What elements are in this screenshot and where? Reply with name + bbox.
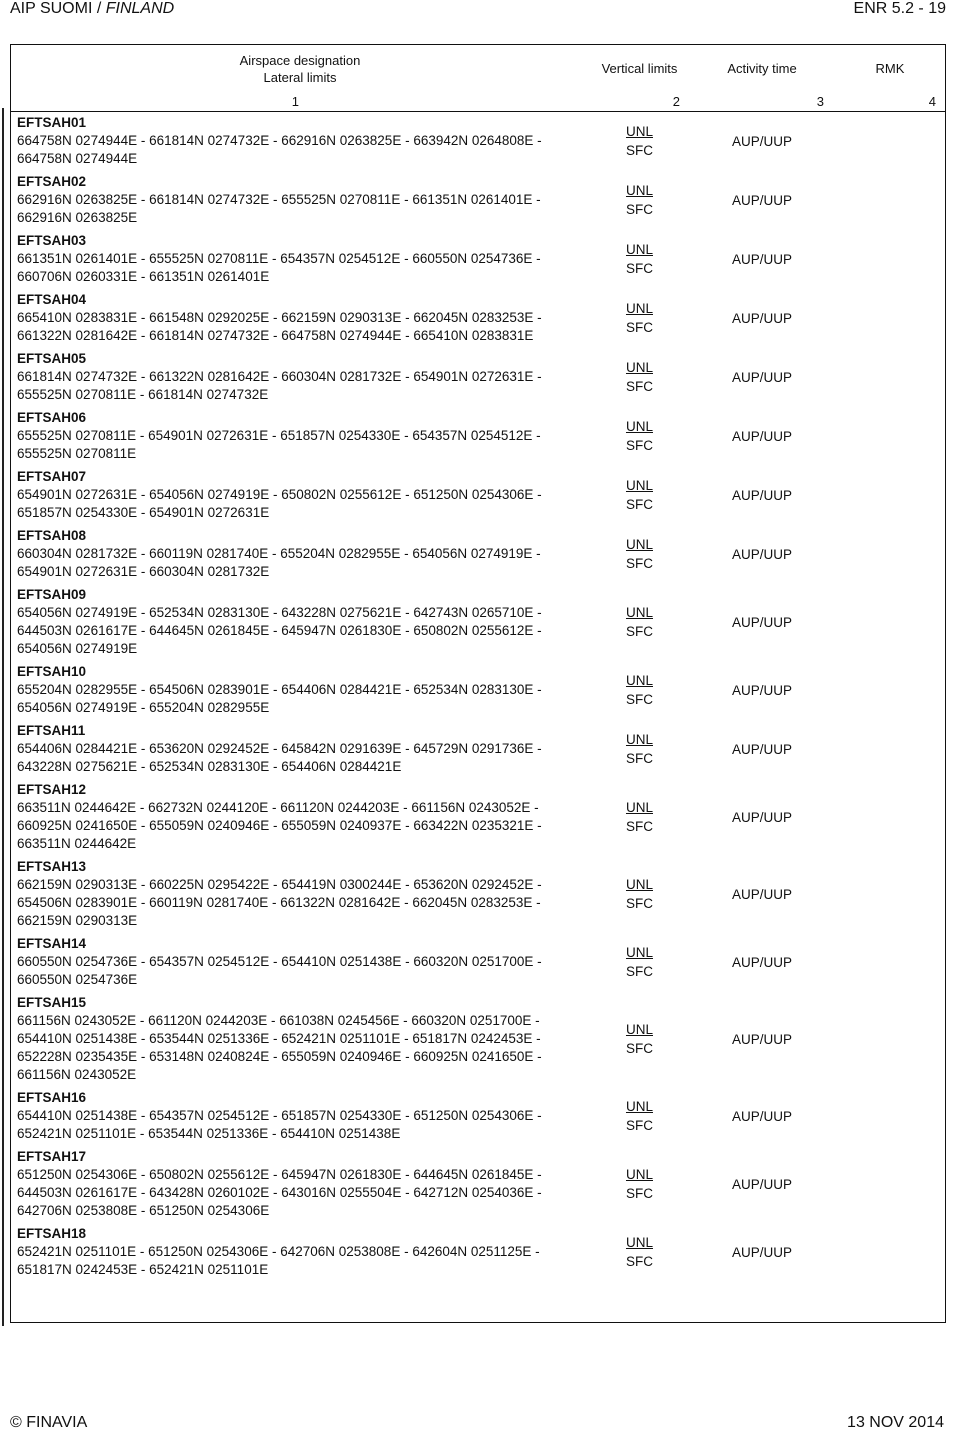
lateral-limits-cell <box>11 112 589 172</box>
activity-time-cell: AUP/UUP <box>731 1031 792 1047</box>
vertical-limits-cell <box>589 933 690 992</box>
lower-limit: SFC <box>626 438 653 453</box>
upper-limit: UNL <box>625 1235 653 1250</box>
table-row <box>11 348 946 407</box>
lateral-limits-cell <box>11 289 589 348</box>
upper-limit: UNL <box>625 124 653 139</box>
page-header-left <box>10 0 174 18</box>
country-name: FINLAND <box>105 0 175 17</box>
amendment-change-bar <box>2 108 4 1326</box>
publisher-footer: © FINAVIA <box>10 1414 88 1431</box>
lateral-coordinates: 661156N 0243052E - 661120N 0244203E - 661038N 0245456E - 660320N 0251700E - 654410N 0251438E - 653544N 0251336E - 652421N 0251101E - 651817N 0242453E - 652228N 0235435E - 653148N 0240824E - 655059N 0240946E - 660925N 0241650E - 661156N 0243052E <box>17 1013 542 1082</box>
activity-time-cell: AUP/UUP <box>731 487 792 503</box>
activity-time-cell: AUP/UUP <box>731 428 792 444</box>
rmk-cell <box>834 584 946 661</box>
lateral-limits-cell <box>11 348 589 407</box>
lower-limit: SFC <box>626 624 653 639</box>
upper-limit: UNL <box>625 537 653 552</box>
vertical-limits-cell <box>589 171 690 230</box>
upper-limit: UNL <box>625 183 653 198</box>
lateral-coordinates: 652421N 0251101E - 651250N 0254306E - 642706N 0253808E - 642604N 0251125E - 651817N 0242453E - 652421N 0251101E <box>17 1244 540 1277</box>
column-number-2: 2 <box>589 93 690 112</box>
rmk-cell <box>834 661 946 720</box>
lower-limit: SFC <box>626 320 653 335</box>
upper-limit: UNL <box>625 419 653 434</box>
lateral-coordinates: 662916N 0263825E - 661814N 0274732E - 655525N 0270811E - 661351N 0261401E - 662916N 0263825E <box>17 192 541 225</box>
rmk-cell <box>834 779 946 856</box>
table-row <box>11 779 946 856</box>
table-row <box>11 661 946 720</box>
airspace-name: EFTSAH02 <box>17 174 87 189</box>
upper-limit: UNL <box>625 1167 653 1182</box>
rmk-cell <box>834 171 946 230</box>
lower-limit: SFC <box>626 964 653 979</box>
upper-limit: UNL <box>625 1022 653 1037</box>
airspace-name: EFTSAH09 <box>17 587 87 602</box>
vertical-limits-cell <box>589 466 690 525</box>
activity-time-cell: AUP/UUP <box>731 1176 792 1192</box>
lateral-limits-cell <box>11 466 589 525</box>
upper-limit: UNL <box>625 605 653 620</box>
rmk-cell <box>834 289 946 348</box>
airspace-name: EFTSAH15 <box>17 995 87 1010</box>
lateral-limits-cell <box>11 779 589 856</box>
rmk-cell <box>834 720 946 779</box>
table-row <box>11 112 946 172</box>
upper-limit: UNL <box>625 1099 653 1114</box>
airspace-name: EFTSAH05 <box>17 351 87 366</box>
upper-limit: UNL <box>625 242 653 257</box>
activity-time-cell: AUP/UUP <box>731 809 792 825</box>
lateral-coordinates: 651250N 0254306E - 650802N 0255612E - 645947N 0261830E - 644645N 0261845E - 644503N 0261617E - 643428N 0260102E - 643016N 0255504E - 642712N 0254036E - 642706N 0253808E - 651250N 0254306E <box>17 1167 542 1218</box>
vertical-limits-cell <box>589 779 690 856</box>
publication-title: AIP SUOMI / <box>10 0 106 17</box>
lateral-coordinates: 661351N 0261401E - 655525N 0270811E - 654357N 0254512E - 660550N 0254736E - 660706N 0260331E - 661351N 0261401E <box>17 251 541 284</box>
vertical-limits-cell <box>589 525 690 584</box>
lateral-coordinates: 663511N 0244642E - 662732N 0244120E - 661120N 0244203E - 661156N 0243052E - 660925N 0241650E - 655059N 0240946E - 655059N 0240937E - 663422N 0235321E - 663511N 0244642E <box>17 800 542 851</box>
table-row <box>11 466 946 525</box>
designation-header-line1: Airspace designation <box>239 52 361 68</box>
column-number-3: 3 <box>690 93 834 112</box>
activity-time-cell: AUP/UUP <box>731 1108 792 1124</box>
airspace-name: EFTSAH17 <box>17 1149 87 1164</box>
airspace-name: EFTSAH14 <box>17 936 87 951</box>
table-row <box>11 992 946 1087</box>
lateral-coordinates: 660304N 0281732E - 660119N 0281740E - 655204N 0282955E - 654056N 0274919E - 654901N 0272631E - 660304N 0281732E <box>17 546 541 579</box>
lateral-limits-cell <box>11 1087 589 1146</box>
activity-time-cell: AUP/UUP <box>731 546 792 562</box>
activity-time-cell: AUP/UUP <box>731 954 792 970</box>
vertical-limits-cell <box>589 1087 690 1146</box>
publication-date: 13 NOV 2014 <box>847 1414 944 1431</box>
table-row <box>11 171 946 230</box>
lower-limit: SFC <box>626 1041 653 1056</box>
lateral-coordinates: 654410N 0251438E - 654357N 0254512E - 651857N 0254330E - 651250N 0254306E - 652421N 0251101E - 653544N 0251336E - 654410N 0251438E <box>17 1108 542 1141</box>
vertical-limits-cell <box>589 1146 690 1223</box>
lateral-limits-cell <box>11 171 589 230</box>
activity-time-cell: AUP/UUP <box>731 310 792 326</box>
table-header-row <box>11 44 946 93</box>
column-number-1: 1 <box>11 93 589 112</box>
vertical-limits-cell <box>589 289 690 348</box>
airspace-name: EFTSAH16 <box>17 1090 87 1105</box>
lower-limit: SFC <box>626 1118 653 1133</box>
vertical-limits-cell <box>589 661 690 720</box>
table-row <box>11 407 946 466</box>
page-reference: ENR 5.2 - 19 <box>853 0 946 17</box>
lower-limit: SFC <box>626 819 653 834</box>
rmk-cell <box>834 525 946 584</box>
lateral-coordinates: 662159N 0290313E - 660225N 0295422E - 654419N 0300244E - 653620N 0292452E - 654506N 0283901E - 660119N 0281740E - 661322N 0281642E - 662045N 0283253E - 662159N 0290313E <box>17 877 542 928</box>
lateral-coordinates: 660550N 0254736E - 654357N 0254512E - 654410N 0251438E - 660320N 0251700E - 660550N 0254736E <box>17 954 542 987</box>
upper-limit: UNL <box>625 673 653 688</box>
table-row <box>11 525 946 584</box>
lateral-limits-cell <box>11 1223 589 1282</box>
column-number-row <box>11 93 946 112</box>
lateral-coordinates: 655204N 0282955E - 654506N 0283901E - 654406N 0284421E - 652534N 0283130E - 654056N 0274919E - 655204N 0282955E <box>17 682 542 715</box>
lateral-limits-cell <box>11 525 589 584</box>
airspace-name: EFTSAH08 <box>17 528 87 543</box>
lateral-limits-cell <box>11 230 589 289</box>
table-row <box>11 720 946 779</box>
rmk-cell <box>834 856 946 933</box>
activity-time-cell: AUP/UUP <box>731 1244 792 1260</box>
airspace-table <box>11 44 946 1282</box>
lower-limit: SFC <box>626 692 653 707</box>
activity-time-cell: AUP/UUP <box>731 251 792 267</box>
rmk-cell <box>834 933 946 992</box>
airspace-name: EFTSAH01 <box>17 115 87 130</box>
table-row <box>11 933 946 992</box>
table-body <box>11 112 946 1283</box>
column-header-activity-time: Activity time <box>727 61 797 76</box>
vertical-limits-cell <box>589 112 690 172</box>
column-header-designation <box>11 44 589 93</box>
activity-time-cell: AUP/UUP <box>731 192 792 208</box>
lower-limit: SFC <box>626 143 653 158</box>
rmk-cell <box>834 466 946 525</box>
vertical-limits-cell <box>589 584 690 661</box>
activity-time-cell: AUP/UUP <box>731 741 792 757</box>
vertical-limits-cell <box>589 407 690 466</box>
airspace-name: EFTSAH12 <box>17 782 87 797</box>
upper-limit: UNL <box>625 478 653 493</box>
vertical-limits-cell <box>589 856 690 933</box>
airspace-name: EFTSAH13 <box>17 859 87 874</box>
airspace-name: EFTSAH18 <box>17 1226 87 1241</box>
upper-limit: UNL <box>625 301 653 316</box>
rmk-cell <box>834 1087 946 1146</box>
airspace-name: EFTSAH06 <box>17 410 87 425</box>
lateral-limits-cell <box>11 1146 589 1223</box>
lateral-limits-cell <box>11 933 589 992</box>
table-row <box>11 1087 946 1146</box>
rmk-cell <box>834 348 946 407</box>
lateral-limits-cell <box>11 584 589 661</box>
activity-time-cell: AUP/UUP <box>731 886 792 902</box>
rmk-cell <box>834 1146 946 1223</box>
lower-limit: SFC <box>626 202 653 217</box>
activity-time-cell: AUP/UUP <box>731 133 792 149</box>
lower-limit: SFC <box>626 556 653 571</box>
vertical-limits-cell <box>589 348 690 407</box>
upper-limit: UNL <box>625 877 653 892</box>
rmk-cell <box>834 112 946 172</box>
lower-limit: SFC <box>626 896 653 911</box>
lateral-coordinates: 654901N 0272631E - 654056N 0274919E - 650802N 0255612E - 651250N 0254306E - 651857N 0254330E - 654901N 0272631E <box>17 487 542 520</box>
rmk-cell <box>834 230 946 289</box>
table-row <box>11 1146 946 1223</box>
lateral-coordinates: 665410N 0283831E - 661548N 0292025E - 662159N 0290313E - 662045N 0283253E - 661322N 0281642E - 661814N 0274732E - 664758N 0274944E - 665410N 0283831E <box>17 310 542 343</box>
lower-limit: SFC <box>626 261 653 276</box>
table-row <box>11 856 946 933</box>
designation-header-line2: Lateral limits <box>263 69 337 85</box>
activity-time-cell: AUP/UUP <box>731 614 792 630</box>
lateral-coordinates: 654056N 0274919E - 652534N 0283130E - 643228N 0275621E - 642743N 0265710E - 644503N 0261617E - 644645N 0261845E - 645947N 0261830E - 650802N 0255612E - 654056N 0274919E <box>17 605 542 656</box>
lateral-limits-cell <box>11 407 589 466</box>
table-row <box>11 584 946 661</box>
lateral-coordinates: 655525N 0270811E - 654901N 0272631E - 651857N 0254330E - 654357N 0254512E - 655525N 0270811E <box>17 428 541 461</box>
lateral-limits-cell <box>11 856 589 933</box>
lower-limit: SFC <box>626 379 653 394</box>
lateral-limits-cell <box>11 720 589 779</box>
column-header-vertical-limits: Vertical limits <box>601 61 678 76</box>
table-row <box>11 289 946 348</box>
column-header-rmk: RMK <box>875 61 905 76</box>
rmk-cell <box>834 992 946 1087</box>
lateral-coordinates: 664758N 0274944E - 661814N 0274732E - 662916N 0263825E - 663942N 0264808E - 664758N 0274944E <box>17 133 542 166</box>
airspace-name: EFTSAH10 <box>17 664 87 679</box>
lower-limit: SFC <box>626 751 653 766</box>
lateral-coordinates: 654406N 0284421E - 653620N 0292452E - 645842N 0291639E - 645729N 0291736E - 643228N 0275621E - 652534N 0283130E - 654406N 0284421E <box>17 741 542 774</box>
activity-time-cell: AUP/UUP <box>731 682 792 698</box>
airspace-name: EFTSAH03 <box>17 233 87 248</box>
rmk-cell <box>834 1223 946 1282</box>
airspace-name: EFTSAH11 <box>17 723 86 738</box>
lower-limit: SFC <box>626 497 653 512</box>
upper-limit: UNL <box>625 360 653 375</box>
lateral-limits-cell <box>11 661 589 720</box>
activity-time-cell: AUP/UUP <box>731 369 792 385</box>
vertical-limits-cell <box>589 992 690 1087</box>
vertical-limits-cell <box>589 230 690 289</box>
lateral-coordinates: 661814N 0274732E - 661322N 0281642E - 660304N 0281732E - 654901N 0272631E - 655525N 0270811E - 661814N 0274732E <box>17 369 542 402</box>
lower-limit: SFC <box>626 1254 653 1269</box>
airspace-name: EFTSAH04 <box>17 292 87 307</box>
upper-limit: UNL <box>625 800 653 815</box>
table-row <box>11 1223 946 1282</box>
vertical-limits-cell <box>589 1223 690 1282</box>
rmk-cell <box>834 407 946 466</box>
column-number-4: 4 <box>834 93 946 112</box>
lateral-limits-cell <box>11 992 589 1087</box>
table-row <box>11 230 946 289</box>
upper-limit: UNL <box>625 945 653 960</box>
vertical-limits-cell <box>589 720 690 779</box>
lower-limit: SFC <box>626 1186 653 1201</box>
airspace-name: EFTSAH07 <box>17 469 87 484</box>
upper-limit: UNL <box>625 732 653 747</box>
